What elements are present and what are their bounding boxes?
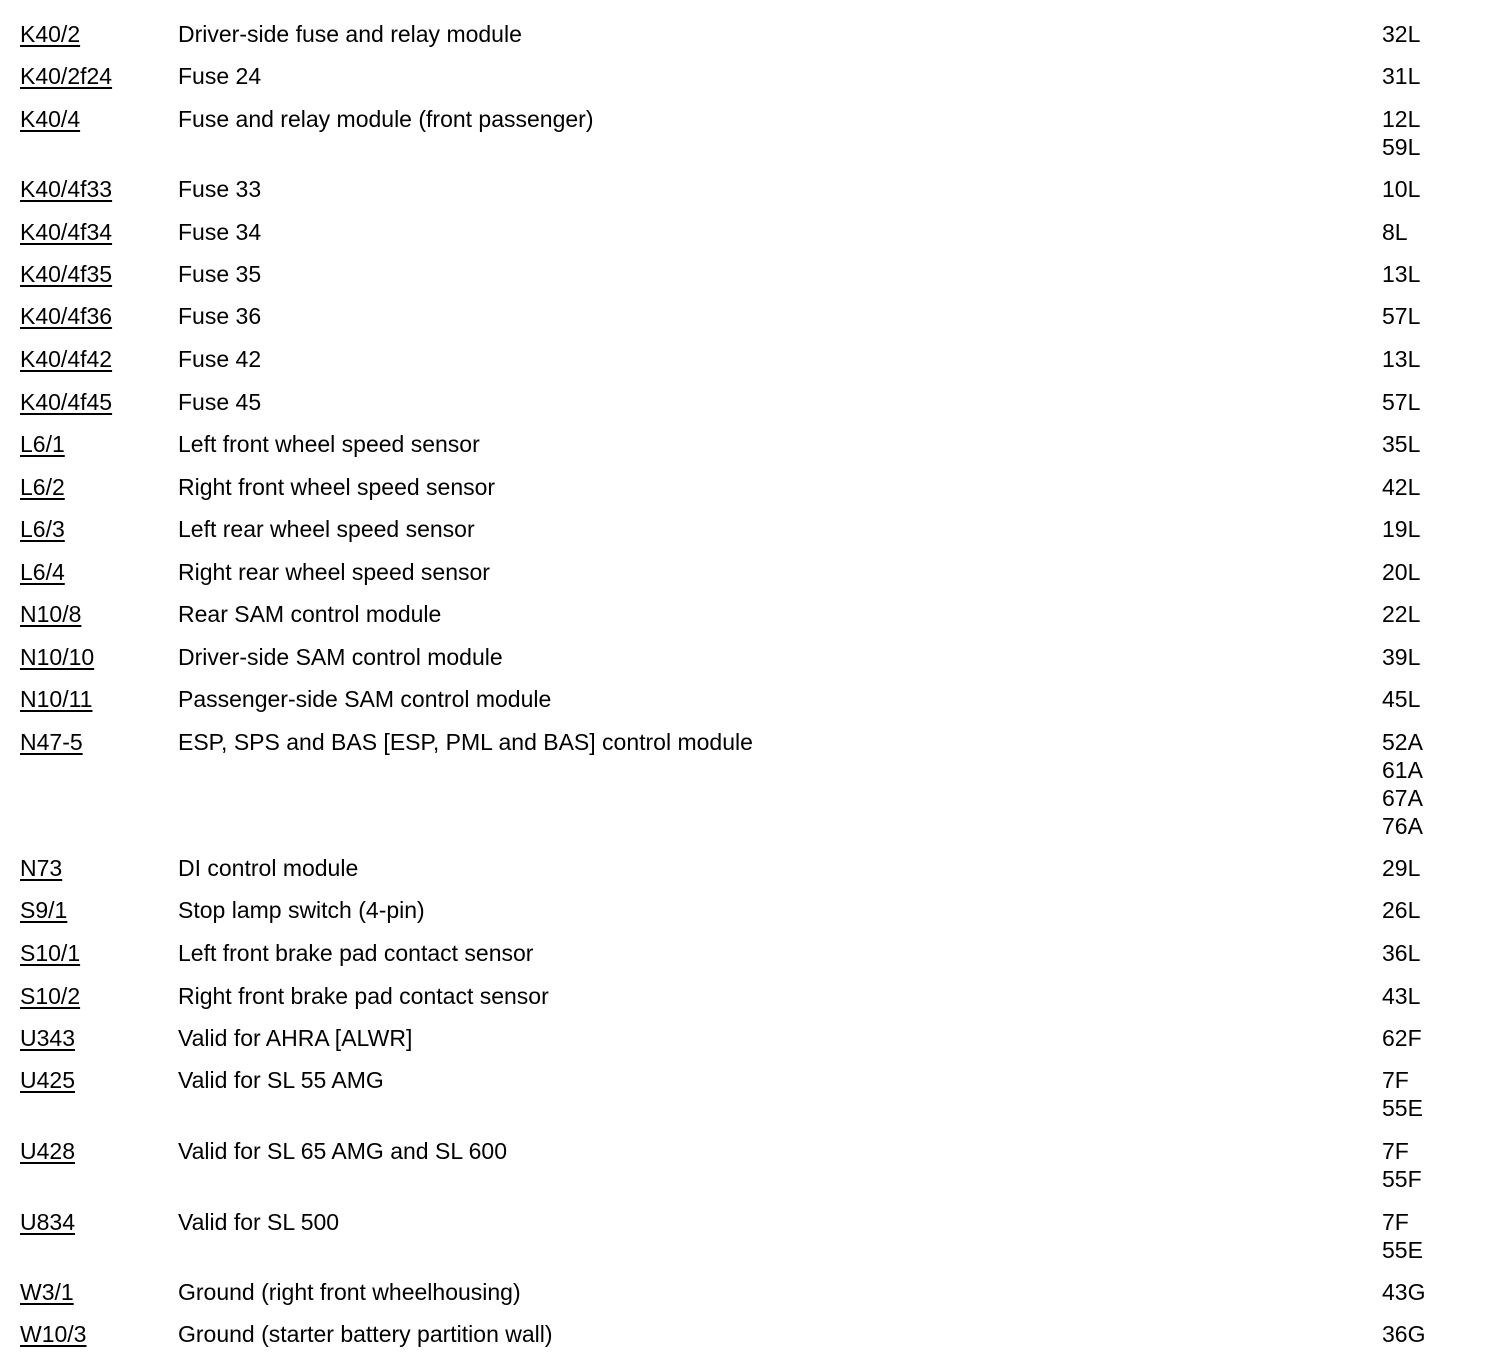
grid-location: 62F bbox=[1382, 1025, 1422, 1051]
grid-locations bbox=[1382, 1024, 1492, 1052]
grid-location: 67A bbox=[1382, 785, 1423, 811]
grid-locations bbox=[1382, 260, 1492, 288]
component-code-link[interactable]: K40/4f45 bbox=[20, 389, 113, 415]
component-description: Rear SAM control module bbox=[178, 601, 442, 627]
grid-locations bbox=[1382, 600, 1492, 628]
grid-location: 55E bbox=[1382, 1095, 1423, 1121]
grid-location: 31L bbox=[1382, 63, 1421, 89]
component-code-link[interactable]: U425 bbox=[20, 1067, 75, 1093]
grid-location: 52A bbox=[1382, 729, 1423, 755]
grid-location: 36G bbox=[1382, 1321, 1426, 1347]
component-code-link[interactable]: L6/2 bbox=[20, 474, 65, 500]
component-code-link[interactable]: K40/4f33 bbox=[20, 176, 113, 202]
grid-location: 57L bbox=[1382, 389, 1421, 415]
grid-locations bbox=[1382, 728, 1492, 840]
grid-location: 19L bbox=[1382, 516, 1421, 542]
component-code-link[interactable]: N10/8 bbox=[20, 601, 82, 627]
grid-location: 45L bbox=[1382, 686, 1421, 712]
grid-location: 20L bbox=[1382, 559, 1421, 585]
grid-location: 7F bbox=[1382, 1067, 1409, 1093]
grid-location: 59L bbox=[1382, 134, 1421, 160]
grid-locations bbox=[1382, 558, 1492, 586]
grid-location: 55E bbox=[1382, 1237, 1423, 1263]
component-description: Left rear wheel speed sensor bbox=[178, 516, 475, 542]
component-code-link[interactable]: S9/1 bbox=[20, 897, 68, 923]
component-code-link[interactable]: U428 bbox=[20, 1138, 75, 1164]
grid-location: 35L bbox=[1382, 431, 1421, 457]
grid-locations bbox=[1382, 1320, 1492, 1348]
grid-locations bbox=[1382, 62, 1492, 90]
component-code-link[interactable]: L6/3 bbox=[20, 516, 65, 542]
grid-location: 76A bbox=[1382, 813, 1423, 839]
component-description: Fuse 24 bbox=[178, 63, 262, 89]
component-code-link[interactable]: K40/2 bbox=[20, 21, 81, 47]
grid-location: 7F bbox=[1382, 1138, 1409, 1164]
grid-locations bbox=[1382, 939, 1492, 967]
grid-location: 12L bbox=[1382, 106, 1421, 132]
grid-location: 29L bbox=[1382, 855, 1421, 881]
component-description: Fuse 45 bbox=[178, 389, 262, 415]
grid-location: 26L bbox=[1382, 897, 1421, 923]
grid-locations bbox=[1382, 388, 1492, 416]
grid-locations bbox=[1382, 515, 1492, 543]
component-description: Driver-side SAM control module bbox=[178, 644, 503, 670]
component-code-link[interactable]: W10/3 bbox=[20, 1321, 87, 1347]
grid-locations bbox=[1382, 175, 1492, 203]
component-description: Ground (starter battery partition wall) bbox=[178, 1321, 553, 1347]
grid-location: 42L bbox=[1382, 474, 1421, 500]
grid-locations bbox=[1382, 896, 1492, 924]
component-code-link[interactable]: K40/4f35 bbox=[20, 261, 113, 287]
component-description: Fuse 42 bbox=[178, 346, 262, 372]
grid-location: 22L bbox=[1382, 601, 1421, 627]
component-code-link[interactable]: K40/4f42 bbox=[20, 346, 113, 372]
grid-location: 7F bbox=[1382, 1209, 1409, 1235]
component-description: ESP, SPS and BAS [ESP, PML and BAS] control module bbox=[178, 729, 753, 755]
component-description: Passenger-side SAM control module bbox=[178, 686, 552, 712]
grid-location: 57L bbox=[1382, 303, 1421, 329]
grid-locations bbox=[1382, 1137, 1492, 1193]
component-code-link[interactable]: S10/1 bbox=[20, 940, 81, 966]
grid-location: 43L bbox=[1382, 983, 1421, 1009]
grid-locations bbox=[1382, 854, 1492, 882]
component-description: Fuse 35 bbox=[178, 261, 262, 287]
component-description: Fuse 36 bbox=[178, 303, 262, 329]
component-code-link[interactable]: U834 bbox=[20, 1209, 75, 1235]
component-code-link[interactable]: N10/10 bbox=[20, 644, 95, 670]
component-code-link[interactable]: U343 bbox=[20, 1025, 75, 1051]
grid-location: 39L bbox=[1382, 644, 1421, 670]
component-description: Valid for AHRA [ALWR] bbox=[178, 1025, 413, 1051]
component-description: Left front wheel speed sensor bbox=[178, 431, 480, 457]
component-code-link[interactable]: S10/2 bbox=[20, 983, 81, 1009]
component-code-link[interactable]: N47-5 bbox=[20, 729, 83, 755]
grid-locations bbox=[1382, 105, 1492, 161]
component-code-link[interactable]: K40/2f24 bbox=[20, 63, 113, 89]
grid-locations bbox=[1382, 982, 1492, 1010]
component-code-link[interactable]: K40/4f36 bbox=[20, 303, 113, 329]
grid-locations bbox=[1382, 1208, 1492, 1264]
component-description: Ground (right front wheelhousing) bbox=[178, 1279, 521, 1305]
grid-location: 36L bbox=[1382, 940, 1421, 966]
grid-locations bbox=[1382, 218, 1492, 246]
grid-location: 8L bbox=[1382, 219, 1408, 245]
component-code-link[interactable]: N10/11 bbox=[20, 686, 93, 712]
component-code-link[interactable]: K40/4 bbox=[20, 106, 81, 132]
grid-locations bbox=[1382, 430, 1492, 458]
grid-locations bbox=[1382, 302, 1492, 330]
grid-locations bbox=[1382, 473, 1492, 501]
component-description: Valid for SL 55 AMG bbox=[178, 1067, 384, 1093]
grid-location: 43G bbox=[1382, 1279, 1426, 1305]
grid-locations bbox=[1382, 685, 1492, 713]
grid-location: 13L bbox=[1382, 261, 1421, 287]
grid-locations bbox=[1382, 1278, 1492, 1306]
component-description: Fuse 34 bbox=[178, 219, 262, 245]
grid-location: 32L bbox=[1382, 21, 1421, 47]
grid-location: 61A bbox=[1382, 757, 1423, 783]
component-description: Right front brake pad contact sensor bbox=[178, 983, 549, 1009]
component-description: DI control module bbox=[178, 855, 359, 881]
grid-location: 55F bbox=[1382, 1166, 1422, 1192]
component-code-link[interactable]: L6/1 bbox=[20, 431, 65, 457]
grid-locations bbox=[1382, 345, 1492, 373]
component-description: Stop lamp switch (4-pin) bbox=[178, 897, 425, 923]
grid-location: 13L bbox=[1382, 346, 1421, 372]
component-code-link[interactable]: W3/1 bbox=[20, 1279, 74, 1305]
grid-locations bbox=[1382, 20, 1492, 48]
component-code-link[interactable]: K40/4f34 bbox=[20, 219, 113, 245]
component-description: Right rear wheel speed sensor bbox=[178, 559, 490, 585]
component-description: Left front brake pad contact sensor bbox=[178, 940, 534, 966]
grid-location: 10L bbox=[1382, 176, 1421, 202]
grid-locations bbox=[1382, 643, 1492, 671]
component-description: Fuse and relay module (front passenger) bbox=[178, 106, 594, 132]
component-code-link[interactable]: L6/4 bbox=[20, 559, 65, 585]
component-description: Right front wheel speed sensor bbox=[178, 474, 496, 500]
component-code-link[interactable]: N73 bbox=[20, 855, 63, 881]
component-description: Fuse 33 bbox=[178, 176, 262, 202]
component-description: Driver-side fuse and relay module bbox=[178, 21, 522, 47]
grid-locations bbox=[1382, 1066, 1492, 1122]
component-description: Valid for SL 500 bbox=[178, 1209, 340, 1235]
component-description: Valid for SL 65 AMG and SL 600 bbox=[178, 1138, 508, 1164]
